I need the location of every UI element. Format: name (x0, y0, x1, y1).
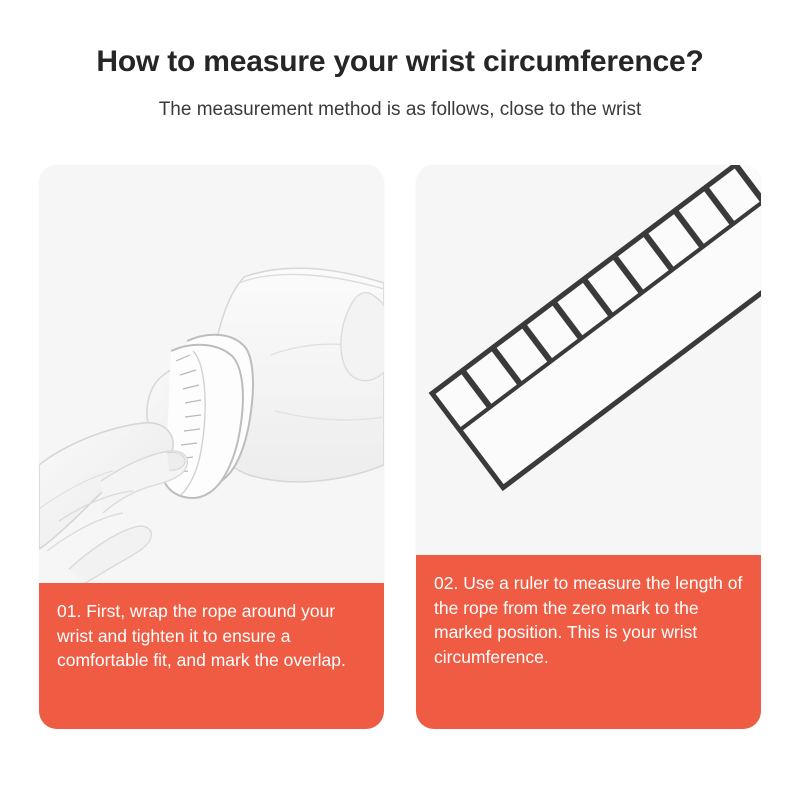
wrist-tape-illustration (39, 165, 384, 583)
step-card-2 (416, 165, 761, 729)
step-1-caption: 01. First, wrap the rope around your wrist and tighten it to ensure a comfortable fit, and mark the overlap. (39, 583, 384, 729)
ruler-illustration (416, 165, 761, 555)
step-card-1 (39, 165, 384, 729)
step-2-caption: 02. Use a ruler to measure the length of the rope from the zero mark to the marked position. This is your wrist circumference. (416, 555, 761, 729)
page-title: How to measure your wrist circumference? (96, 45, 704, 78)
page-subtitle: The measurement method is as follows, close to the wrist (158, 99, 642, 120)
steps-container (0, 165, 800, 729)
